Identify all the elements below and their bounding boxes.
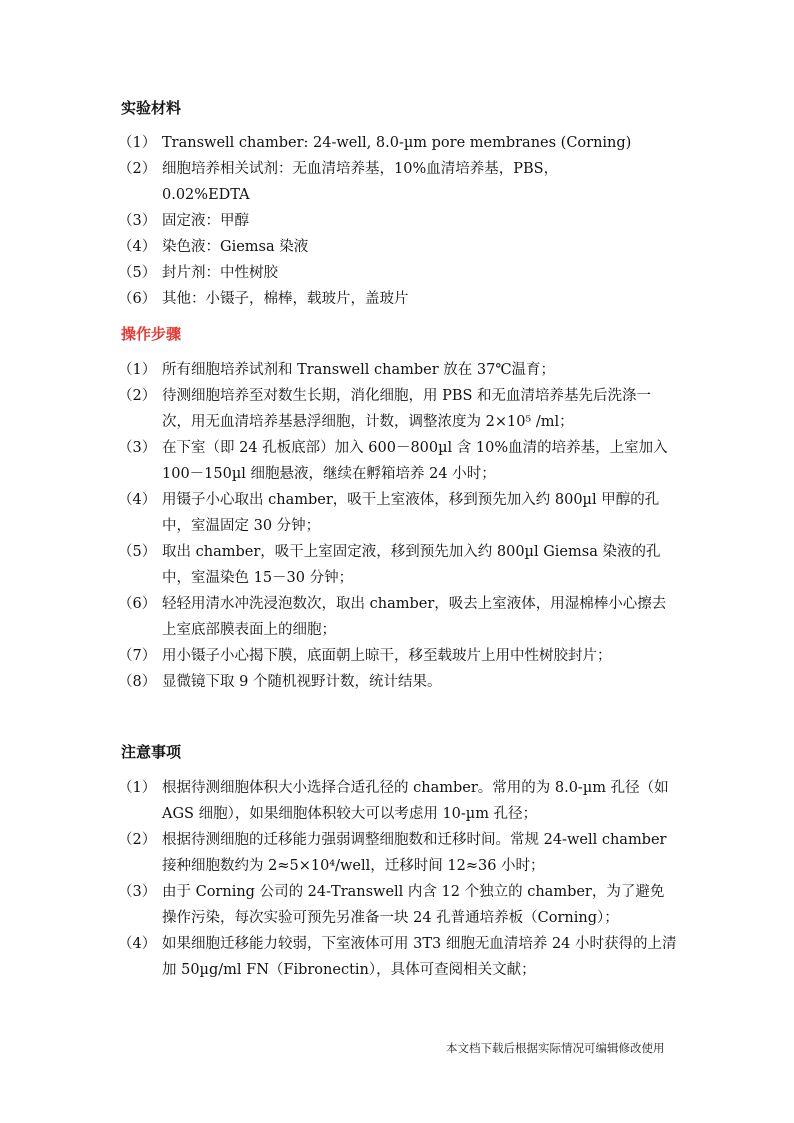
list-item: （1） 所有细胞培养试剂和 Transwell chamber 放在 37℃温育； <box>118 362 556 378</box>
list-item: （2） 细胞培养相关试剂：无血清培养基，10%血清培养基，PBS，0.02%EDTA <box>118 161 559 203</box>
list-item: （4） 如果细胞迁移能力较弱，下室液体可用 3T3 细胞无血清培养 24 小时获得的上清加 50µg/ml FN（Fibronectin），具体可查阅相关文献； <box>118 936 677 978</box>
steps-heading: 操作步骤 <box>121 325 182 343</box>
list-item: （2） 待测细胞培养至对数生长期，消化细胞，用 PBS 和无血清培养基先后洗涤一次，用无血清培养基悬浮细胞，计数，调整浓度为 2×10⁵ /ml； <box>118 388 652 430</box>
list-item: （1） Transwell chamber: 24-well, 8.0-µm pore membranes (Corning) <box>118 135 632 151</box>
footer-note: 本文档下载后根据实际情况可编辑修改使用 <box>446 1041 665 1055</box>
list-item: （4） 染色液：Giemsa 染液 <box>118 239 309 255</box>
list-item: （7） 用小镊子小心揭下膜，底面朝上晾干，移至载玻片上用中性树胶封片； <box>118 648 612 664</box>
list-item: （5） 封片剂：中性树胶 <box>118 265 278 281</box>
materials-list <box>118 130 678 312</box>
list-item: （3） 由于 Corning 公司的 24-Transwell 内含 12 个独立的 chamber，为了避免操作污染，每次实验可预先另准备一块 24 孔普通培养板（Corning）； <box>118 884 665 926</box>
notes-list <box>118 775 678 983</box>
list-item: （1） 根据待测细胞体积大小选择合适孔径的 chamber。常用的为 8.0-µm 孔径（如 AGS 细胞），如果细胞体积较大可以考虑用 10-µm 孔径； <box>118 780 669 822</box>
list-item: （2） 根据待测细胞的迁移能力强弱调整细胞数和迁移时间。常规 24-well chamber 接种细胞数约为 2≈5×10⁴/well，迁移时间 12≈36 小时； <box>118 832 667 874</box>
list-item: （8） 显微镜下取 9 个随机视野计数，统计结果。 <box>118 674 442 690</box>
list-item: （3） 固定液：甲醇 <box>118 213 249 229</box>
steps-list <box>118 357 678 695</box>
materials-heading: 实验材料 <box>121 99 182 117</box>
list-item: （6） 其他：小镊子，棉棒，载玻片，盖玻片 <box>118 291 409 307</box>
list-item: （5） 取出 chamber，吸干上室固定液，移到预先加入约 800µl Giemsa 染液的孔中，室温染色 15－30 分钟； <box>118 544 661 586</box>
list-item: （6） 轻轻用清水冲洗浸泡数次，取出 chamber，吸去上室液体，用湿棉棒小心擦去上室底部膜表面上的细胞； <box>118 596 667 638</box>
list-item: （3） 在下室（即 24 孔板底部）加入 600－800µl 含 10%血清的培养基，上室加入 100－150µl 细胞悬液，继续在孵箱培养 24 小时； <box>118 440 668 482</box>
list-item: （4） 用镊子小心取出 chamber，吸干上室液体，移到预先加入约 800µl 甲醇的孔中，室温固定 30 分钟； <box>118 492 660 534</box>
notes-heading: 注意事项 <box>121 743 182 761</box>
